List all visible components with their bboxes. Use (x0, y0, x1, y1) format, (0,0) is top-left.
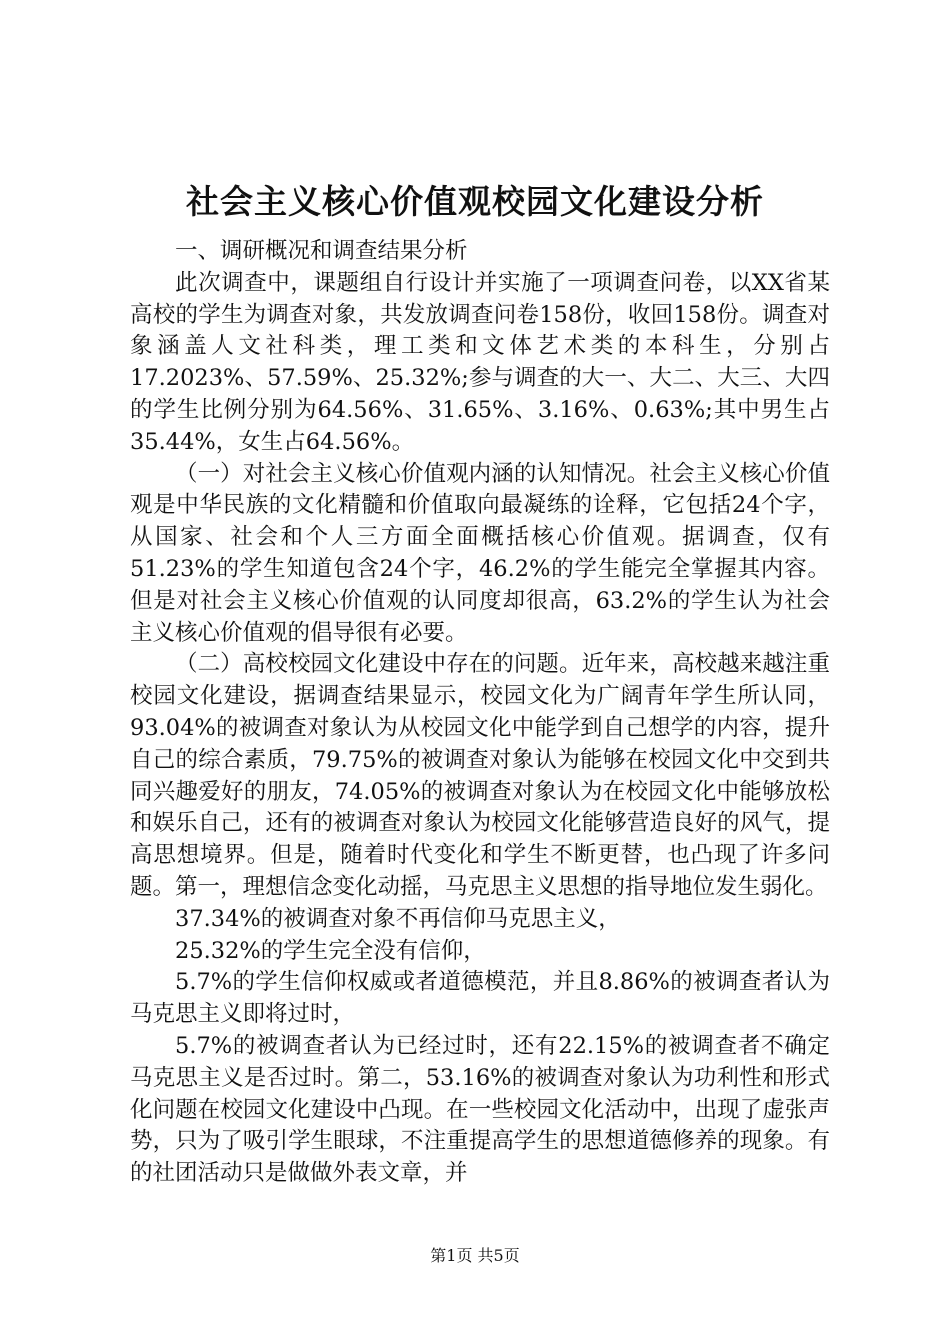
paragraph-survey-overview: 此次调查中，课题组自行设计并实施了一项调查问卷，以XX省某高校的学生为调查对象，共发放调查问卷158份，收回158份。调查对象涵盖人文社科类，理工类和文体艺术类的本科生，分别占17.2023%、57.59%、25.32%;参与调查的大一、大二、大三、大四的学生比例分别为64.56%、31.65%、3.16%、0.63%;其中男生占35.44%，女生占64.56%。 (130, 269, 830, 455)
paragraph-stat-1: 37.34%的被调查对象不再信仰马克思主义， (175, 905, 621, 932)
paragraph-stat-3: 5.7%的学生信仰权威或者道德模范，并且8.86%的被调查者认为马克思主义即将过时， (130, 969, 830, 1028)
page-footer: 第1页 共5页 (430, 1246, 520, 1265)
page-title: 社会主义核心价值观校园文化建设分析 (186, 182, 764, 221)
document-body (130, 236, 830, 1190)
paragraph-cognition: （一）对社会主义核心价值观内涵的认知情况。社会主义核心价值观是中华民族的文化精髓和价值取向最凝练的诠释，它包括24个字，从国家、社会和个人三方面全面概括核心价值观。据调查，仅有51.23%的学生知道包含24个字，46.2%的学生能完全掌握其内容。但是对社会主义核心价值观的认同度却很高，63.2%的学生认为社会主义核心价值观的倡导很有必要。 (130, 460, 830, 646)
paragraph-stat-2: 25.32%的学生完全没有信仰， (175, 937, 486, 964)
section-heading: 一、调研概况和调查结果分析 (175, 238, 468, 264)
paragraph-stat-4: 5.7%的被调查者认为已经过时，还有22.15%的被调查者不确定马克思主义是否过时。第二，53.16%的被调查对象认为功利性和形式化问题在校园文化建设中凸现。在一些校园文化活动中，出现了虚张声势，只为了吸引学生眼球，不注重提高学生的思想道德修养的现象。有的社团活动只是做做外表文章，并 (130, 1032, 830, 1187)
paragraph-problems: （二）高校校园文化建设中存在的问题。近年来，高校越来越注重校园文化建设，据调查结果显示，校园文化为广阔青年学生所认同，93.04%的被调查对象认为从校园文化中能学到自己想学的内容，提升自己的综合素质，79.75%的被调查对象认为能够在校园文化中交到共同兴趣爱好的朋友，74.05%的被调查对象认为在校园文化中能够放松和娱乐自己，还有的被调查对象认为校园文化能够营造良好的风气，提高思想境界。但是，随着时代变化和学生不断更替，也凸现了许多问题。第一，理想信念变化动摇，马克思主义思想的指导地位发生弱化。 (130, 651, 830, 900)
